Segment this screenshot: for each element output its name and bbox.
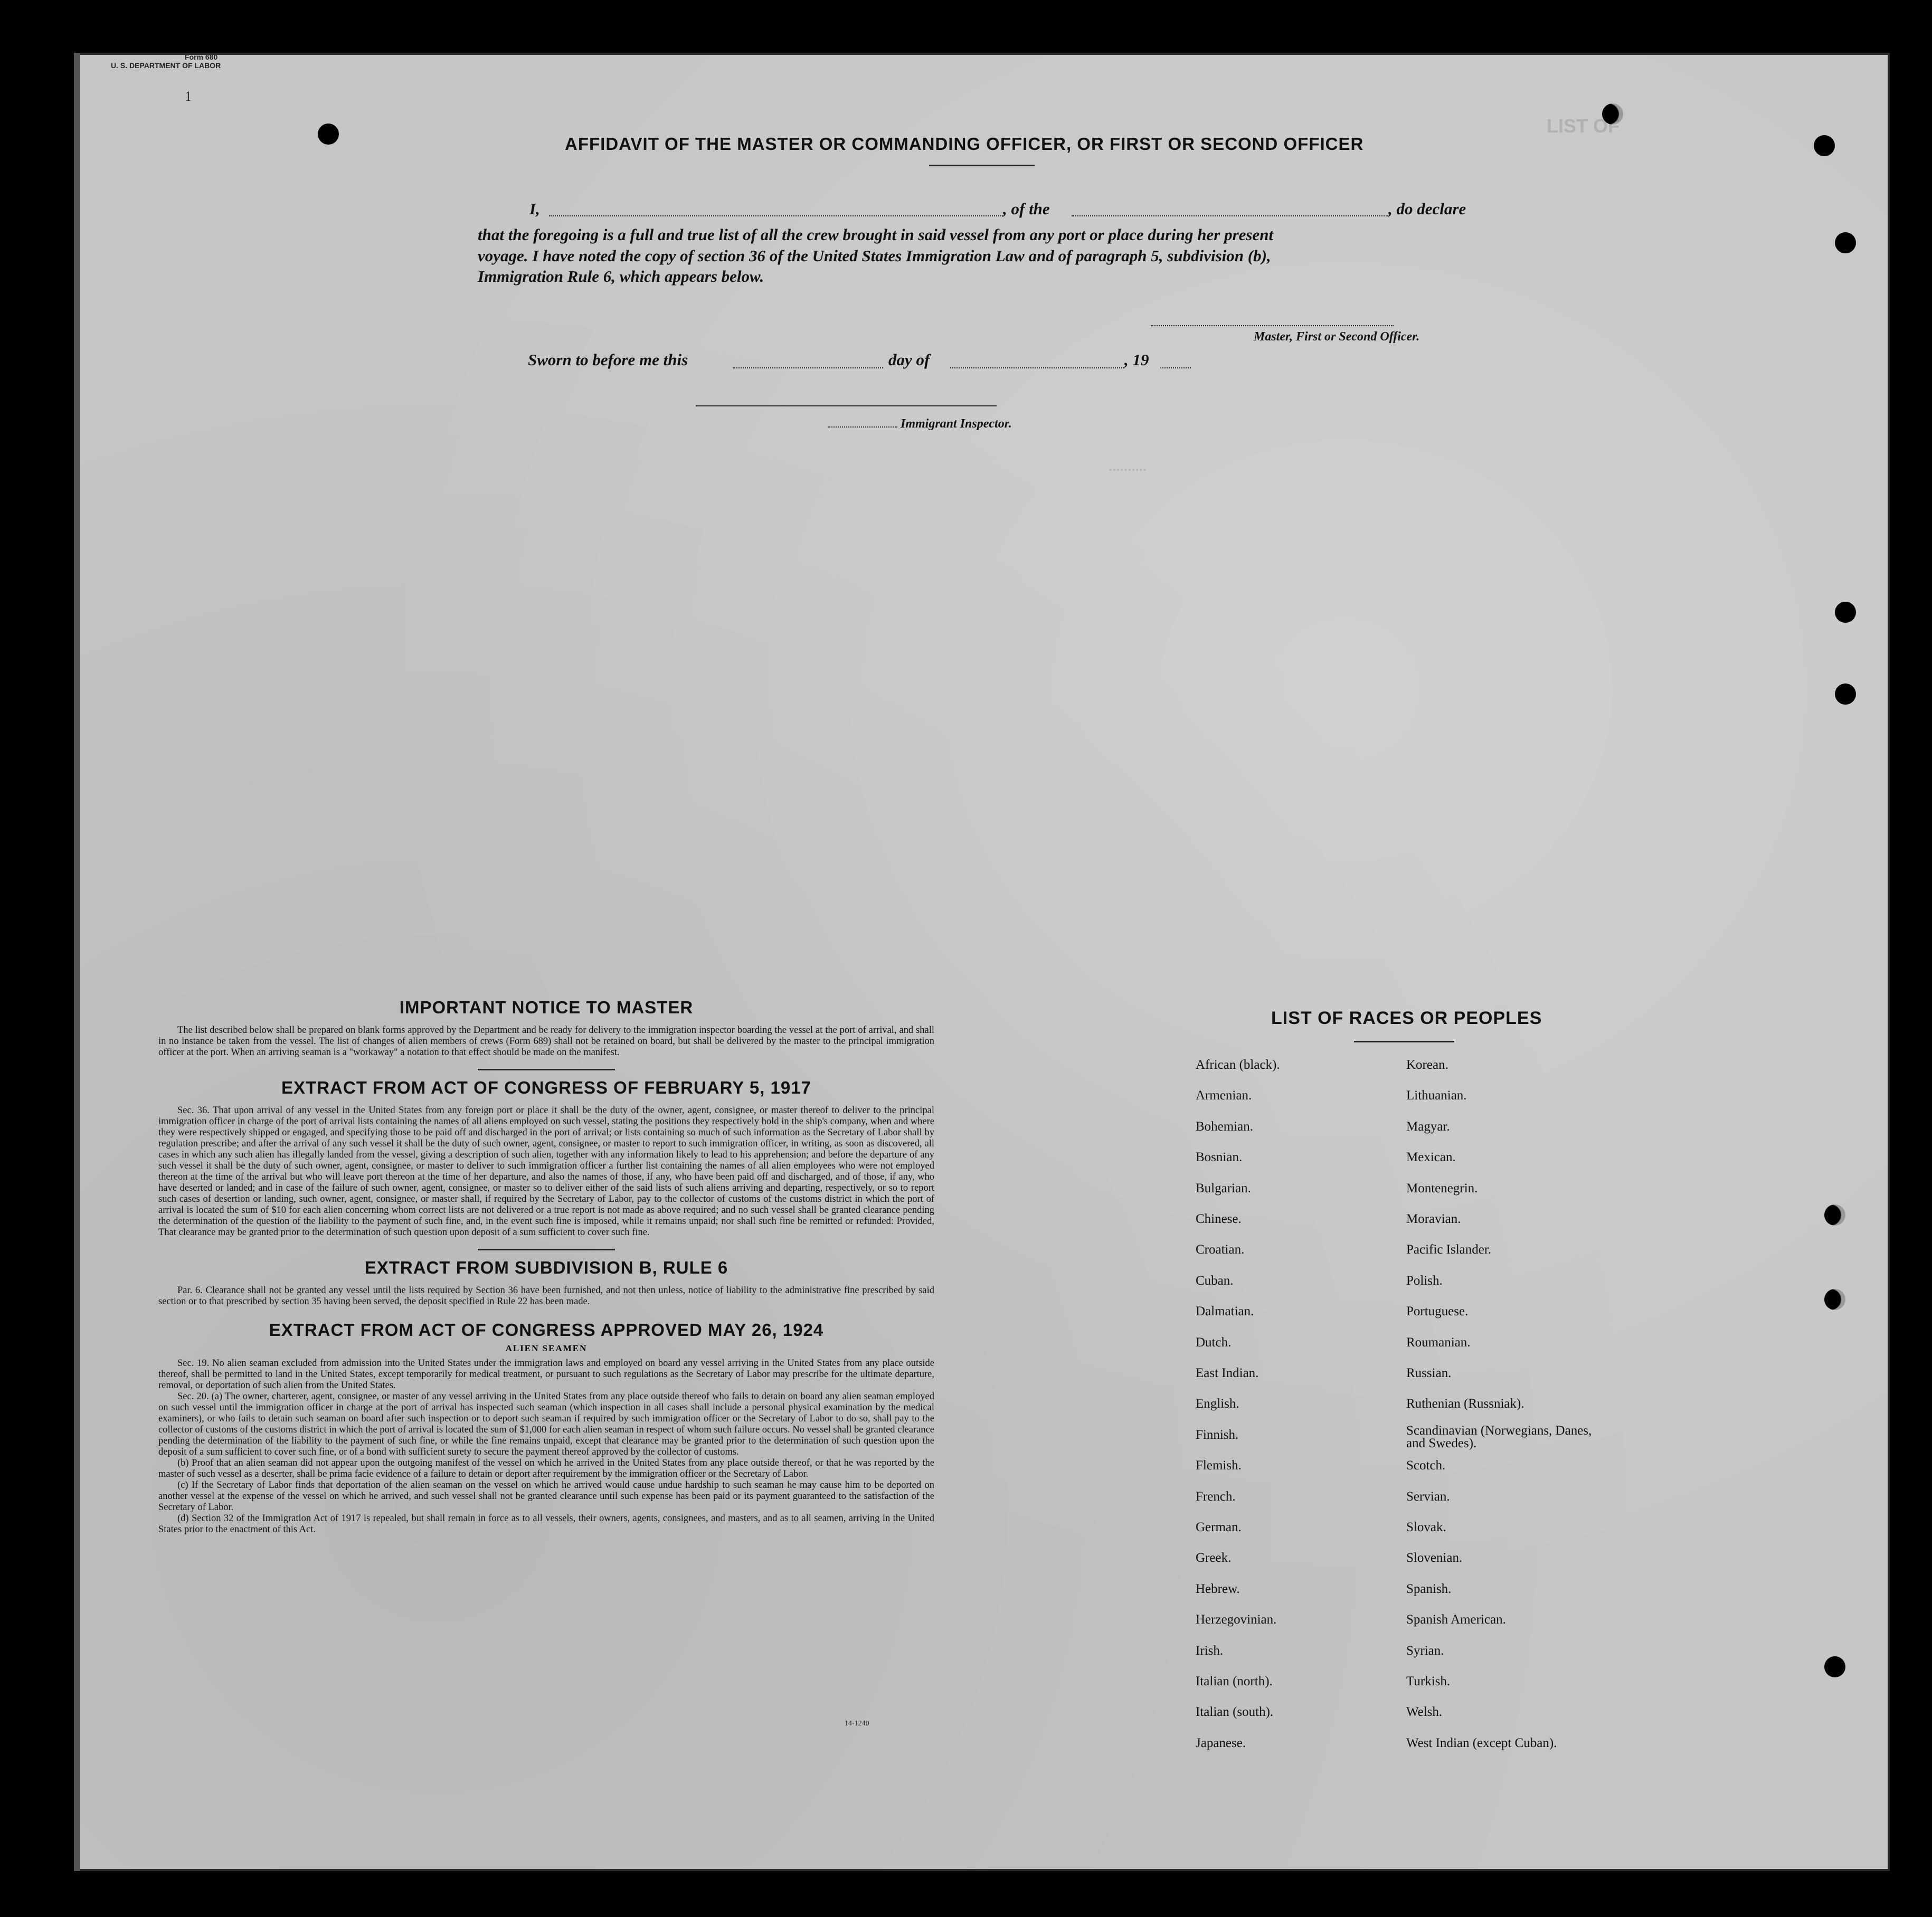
race-item: Bosnian. [1196, 1150, 1243, 1165]
form-identifier: Form 680 U. S. DEPARTMENT OF LABOR [111, 53, 221, 70]
bleed-through-text: LIST OF [1547, 115, 1620, 137]
race-item: Scandinavian (Norwegians, Danes, and Swedes). [1406, 1423, 1592, 1450]
race-item: Montenegrin. [1406, 1181, 1478, 1195]
race-item: Hebrew. [1196, 1581, 1240, 1596]
race-item: Korean. [1406, 1058, 1448, 1072]
race-item: Armenian. [1196, 1088, 1252, 1103]
race-item: French. [1196, 1489, 1236, 1504]
race-item: Lithuanian. [1406, 1088, 1467, 1103]
punch-hole [1835, 232, 1856, 253]
punch-hole [1835, 602, 1856, 623]
race-item: Servian. [1406, 1489, 1450, 1504]
affidavit-declare: , do declare [1388, 200, 1466, 218]
punch-hole [1824, 1204, 1845, 1226]
races-rule [1354, 1041, 1454, 1042]
race-item: Ruthenian (Russniak). [1406, 1397, 1524, 1411]
name-blank[interactable] [549, 215, 1003, 216]
section-rule [478, 1069, 615, 1070]
race-item: East Indian. [1196, 1366, 1259, 1380]
punch-hole [1824, 1289, 1845, 1310]
sec-20b-text: (b) Proof that an alien seaman did not appear upon the outgoing manifest of the vessel on which he arrived in the United States from any place outside thereof, or that he was reported by the master of such vessel as a deserter, shall be prima facie evidence of a failure to detain or deport after requirement by the immigration officer or the Secretary of Labor. [158, 1458, 934, 1479]
section-rule [478, 1249, 615, 1250]
sec-20d-text: (d) Section 32 of the Immigration Act of 1917 is repealed, but shall remain in force as to all vessels, their owners, agents, consignees, and masters, and as to all seamen, arriving in the United States prior to the enactment of this Act. [158, 1513, 934, 1535]
race-item: Italian (north). [1196, 1674, 1273, 1688]
rule-6-title: EXTRACT FROM SUBDIVISION B, RULE 6 [364, 1258, 728, 1277]
race-item: Syrian. [1406, 1643, 1444, 1658]
race-item: Slovak. [1406, 1520, 1446, 1534]
race-item: Bulgarian. [1196, 1181, 1251, 1195]
inspector-signature-line[interactable] [696, 405, 997, 406]
notice-text: The list described below shall be prepared on blank forms approved by the Department and be ready for delivery to the immigration inspector boarding the vessel at the port of arrival, and shall in no instance be taken from the vessel. The list of changes of alien members of crews (Form 689) shall not be retained on board, but shall be delivered by the master to the principal immigration officer at the port. When an arriving seaman is a "workaway" a notation to that effect should be made on the manifest. [158, 1025, 934, 1058]
race-item: Turkish. [1406, 1674, 1451, 1688]
punch-hole [1835, 684, 1856, 705]
race-item: Moravian. [1406, 1212, 1461, 1226]
affidavit-line-4: Immigration Rule 6, which appears below. [478, 267, 764, 286]
master-label: Master, First or Second Officer. [1254, 330, 1420, 344]
races-title: LIST OF RACES OR PEOPLES [1271, 1008, 1542, 1028]
sheet-edge [74, 53, 80, 1871]
race-item: Finnish. [1196, 1427, 1239, 1442]
race-item: Flemish. [1196, 1458, 1242, 1473]
sec-20c-text: (c) If the Secretary of Labor finds that deportation of the alien seaman on the vessel on which he arrived would cause undue hardship to such seaman he may cause him to be deported on another vessel at the expense of the vessel on which he arrived, and such vessel shall not be granted clearance until such expense has been paid or its payment guaranteed to the satisfaction of the Secretary of Labor. [158, 1480, 934, 1513]
race-item: Dutch. [1196, 1335, 1232, 1350]
inspector-dot-lead [828, 426, 897, 428]
race-item: Magyar. [1406, 1119, 1450, 1134]
race-item: Chinese. [1196, 1212, 1242, 1226]
extract-1924-title: EXTRACT FROM ACT OF CONGRESS APPROVED MAY 26, 1924 [269, 1320, 824, 1340]
race-item: Cuban. [1196, 1273, 1234, 1288]
document-sheet [74, 53, 1890, 1871]
legal-extracts [158, 998, 934, 1535]
bleed-through-text: .......... [1109, 458, 1147, 474]
sec-19-text: Sec. 19. No alien seaman excluded from admission into the United States under the immigration laws and employed on board any vessel arriving in the United States from any place outside thereof, shall be permitted to land in the United States, except temporarily for medical treatment, or pursuant to such regulations as the Secretary of Labor may prescribe for the ultimate departure, removal, or deportation of such alien from the United States. [158, 1358, 934, 1391]
race-item: Herzegovinian. [1196, 1612, 1277, 1627]
page-mark: 1 [185, 89, 192, 104]
race-item: Scotch. [1406, 1458, 1446, 1473]
sec-20a-text: Sec. 20. (a) The owner, charterer, agent, consignee, or master of any vessel arriving in the United States from any place outside thereof who fails to detain on board any alien seaman employed on such vessel until the immigration officer in charge at the port of arrival has inspected such seaman (which inspection in all cases shall include a personal physical examination by the medical examiners), or who fails to detain such seaman on board after such inspection or to deport such seaman if required by such immigration officer or the Secretary of Labor to do so, shall pay to the collector of customs of the customs district in which the port of arrival is located the sum of $1,000 for each alien seaman in respect of whom such failure occurs. No vessel shall be granted clearance pending the determination of the liability to the payment of such fine, or while the fine remains unpaid, except that clearance may be granted prior to the determination of such question upon the deposit of a sum sufficient to cover such fine, or of a bond with sufficient surety to secure the payment thereof approved by the collector of customs. [158, 1391, 934, 1457]
form-reference-code: 14-1240 [845, 1720, 869, 1728]
race-item: Italian (south). [1196, 1705, 1274, 1720]
race-item: Portuguese. [1406, 1304, 1469, 1319]
race-item: Polish. [1406, 1273, 1443, 1288]
master-signature-blank[interactable] [1151, 325, 1394, 326]
race-item: Slovenian. [1406, 1551, 1463, 1565]
race-item: Pacific Islander. [1406, 1242, 1492, 1257]
punch-hole [1824, 1656, 1845, 1677]
notice-title: IMPORTANT NOTICE TO MASTER [399, 998, 694, 1017]
affidavit-i: I, [529, 200, 540, 218]
race-item: West Indian (except Cuban). [1406, 1735, 1557, 1750]
race-item: Irish. [1196, 1643, 1224, 1658]
race-item: Greek. [1196, 1551, 1232, 1565]
race-item: Japanese. [1196, 1735, 1246, 1750]
affidavit-line-3: voyage. I have noted the copy of section 36 of the United States Immigration Law and of paragraph 5, subdivision (b), [478, 246, 1271, 265]
race-item: Croatian. [1196, 1242, 1245, 1257]
punch-hole [318, 124, 339, 145]
race-item: Welsh. [1406, 1705, 1443, 1720]
affidavit-title: AFFIDAVIT OF THE MASTER OR COMMANDING OFFICER, OR FIRST OR SECOND OFFICER [565, 134, 1364, 154]
sworn-day-blank[interactable] [733, 367, 883, 368]
affidavit-of-the: , of the [1003, 200, 1050, 218]
alien-seamen-subtitle: ALIEN SEAMEN [505, 1343, 588, 1353]
vessel-blank[interactable] [1072, 215, 1388, 216]
race-item: Russian. [1406, 1366, 1452, 1380]
inspector-label: Immigrant Inspector. [901, 417, 1012, 431]
race-item: English. [1196, 1397, 1239, 1411]
day-of-label: day of [888, 350, 930, 369]
race-item: Bohemian. [1196, 1119, 1254, 1134]
sworn-label: Sworn to before me this [528, 350, 688, 369]
race-item: Roumanian. [1406, 1335, 1471, 1350]
race-item: Spanish American. [1406, 1612, 1506, 1627]
year-prefix: , 19 [1124, 350, 1149, 369]
race-item: German. [1196, 1520, 1242, 1534]
race-item: Dalmatian. [1196, 1304, 1254, 1319]
sworn-year-blank[interactable] [1160, 367, 1191, 368]
affidavit-line-2: that the foregoing is a full and true list of all the crew brought in said vessel from any port or place during her present [478, 225, 1274, 244]
title-rule [929, 165, 1035, 166]
punch-hole [1814, 135, 1835, 156]
race-item: Spanish. [1406, 1581, 1452, 1596]
rule-6-text: Par. 6. Clearance shall not be granted any vessel until the lists required by Section 36 have been furnished, and not then unless, notice of liability to the administrative fine prescribed by said section or to that prescribed by section 35 having been served, the deposit specified in Rule 22 has been made. [158, 1285, 934, 1307]
section-36-text: Sec. 36. That upon arrival of any vessel in the United States from any foreign port or place it shall be the duty of the owner, agent, consignee, or master thereof to deliver to the principal immigration officer in charge of the port of arrival lists containing the names of all aliens employed on such vessel, stating the positions they respectively hold in the ship's company, when and where they were respectively shipped or engaged, and specifying those to be paid off and discharged in the port of arrival; or lists containing so much of such information as the Secretary of Labor shall by regulation prescribe; and after the arrival of any such vessel it shall be the duty of such owner, agent, consignee, or master to report to such immigration officer, in writing, as soon as discovered, all cases in which any such alien has illegally landed from the vessel, giving a description of such alien, together with any information likely to lead to his apprehension; and before the departure of any such vessel it shall be the duty of such owner, agent, consignee, or master to deliver to such immigration officer a further list containing the names of all alien employees who were not employed thereon at the time of the arrival but who will leave port thereon at the time of her departure, and also the names of those, if any, who have been paid off and discharged, and of those, if any, who have deserted or landed; and in case of the failure of such owner, agent, consignee, or master so to deliver either of the said lists of such aliens arriving and departing, respectively, or so to report such cases of desertion or landing, such owner, agent, consignee, or master shall, if required by the Secretary of Labor, pay to the collector of customs of the customs district in which the port of arrival is located the sum of $10 for each alien concerning whom correct lists are not delivered or a true report is not made as above required; and no such vessel shall be granted clearance pending the determination of the question of the liability to the payment of such fine, and, in the event such fine is imposed, while it remains unpaid; nor shall such fine be remitted or refunded: Provided, That clearance may be granted prior to the determination of such question upon deposit of a sum sufficient to cover such fine. [158, 1105, 934, 1238]
race-item: Mexican. [1406, 1150, 1456, 1165]
extract-1917-title: EXTRACT FROM ACT OF CONGRESS OF FEBRUARY 5, 1917 [281, 1078, 811, 1097]
sworn-month-blank[interactable] [950, 367, 1124, 368]
race-item: African (black). [1196, 1058, 1280, 1072]
